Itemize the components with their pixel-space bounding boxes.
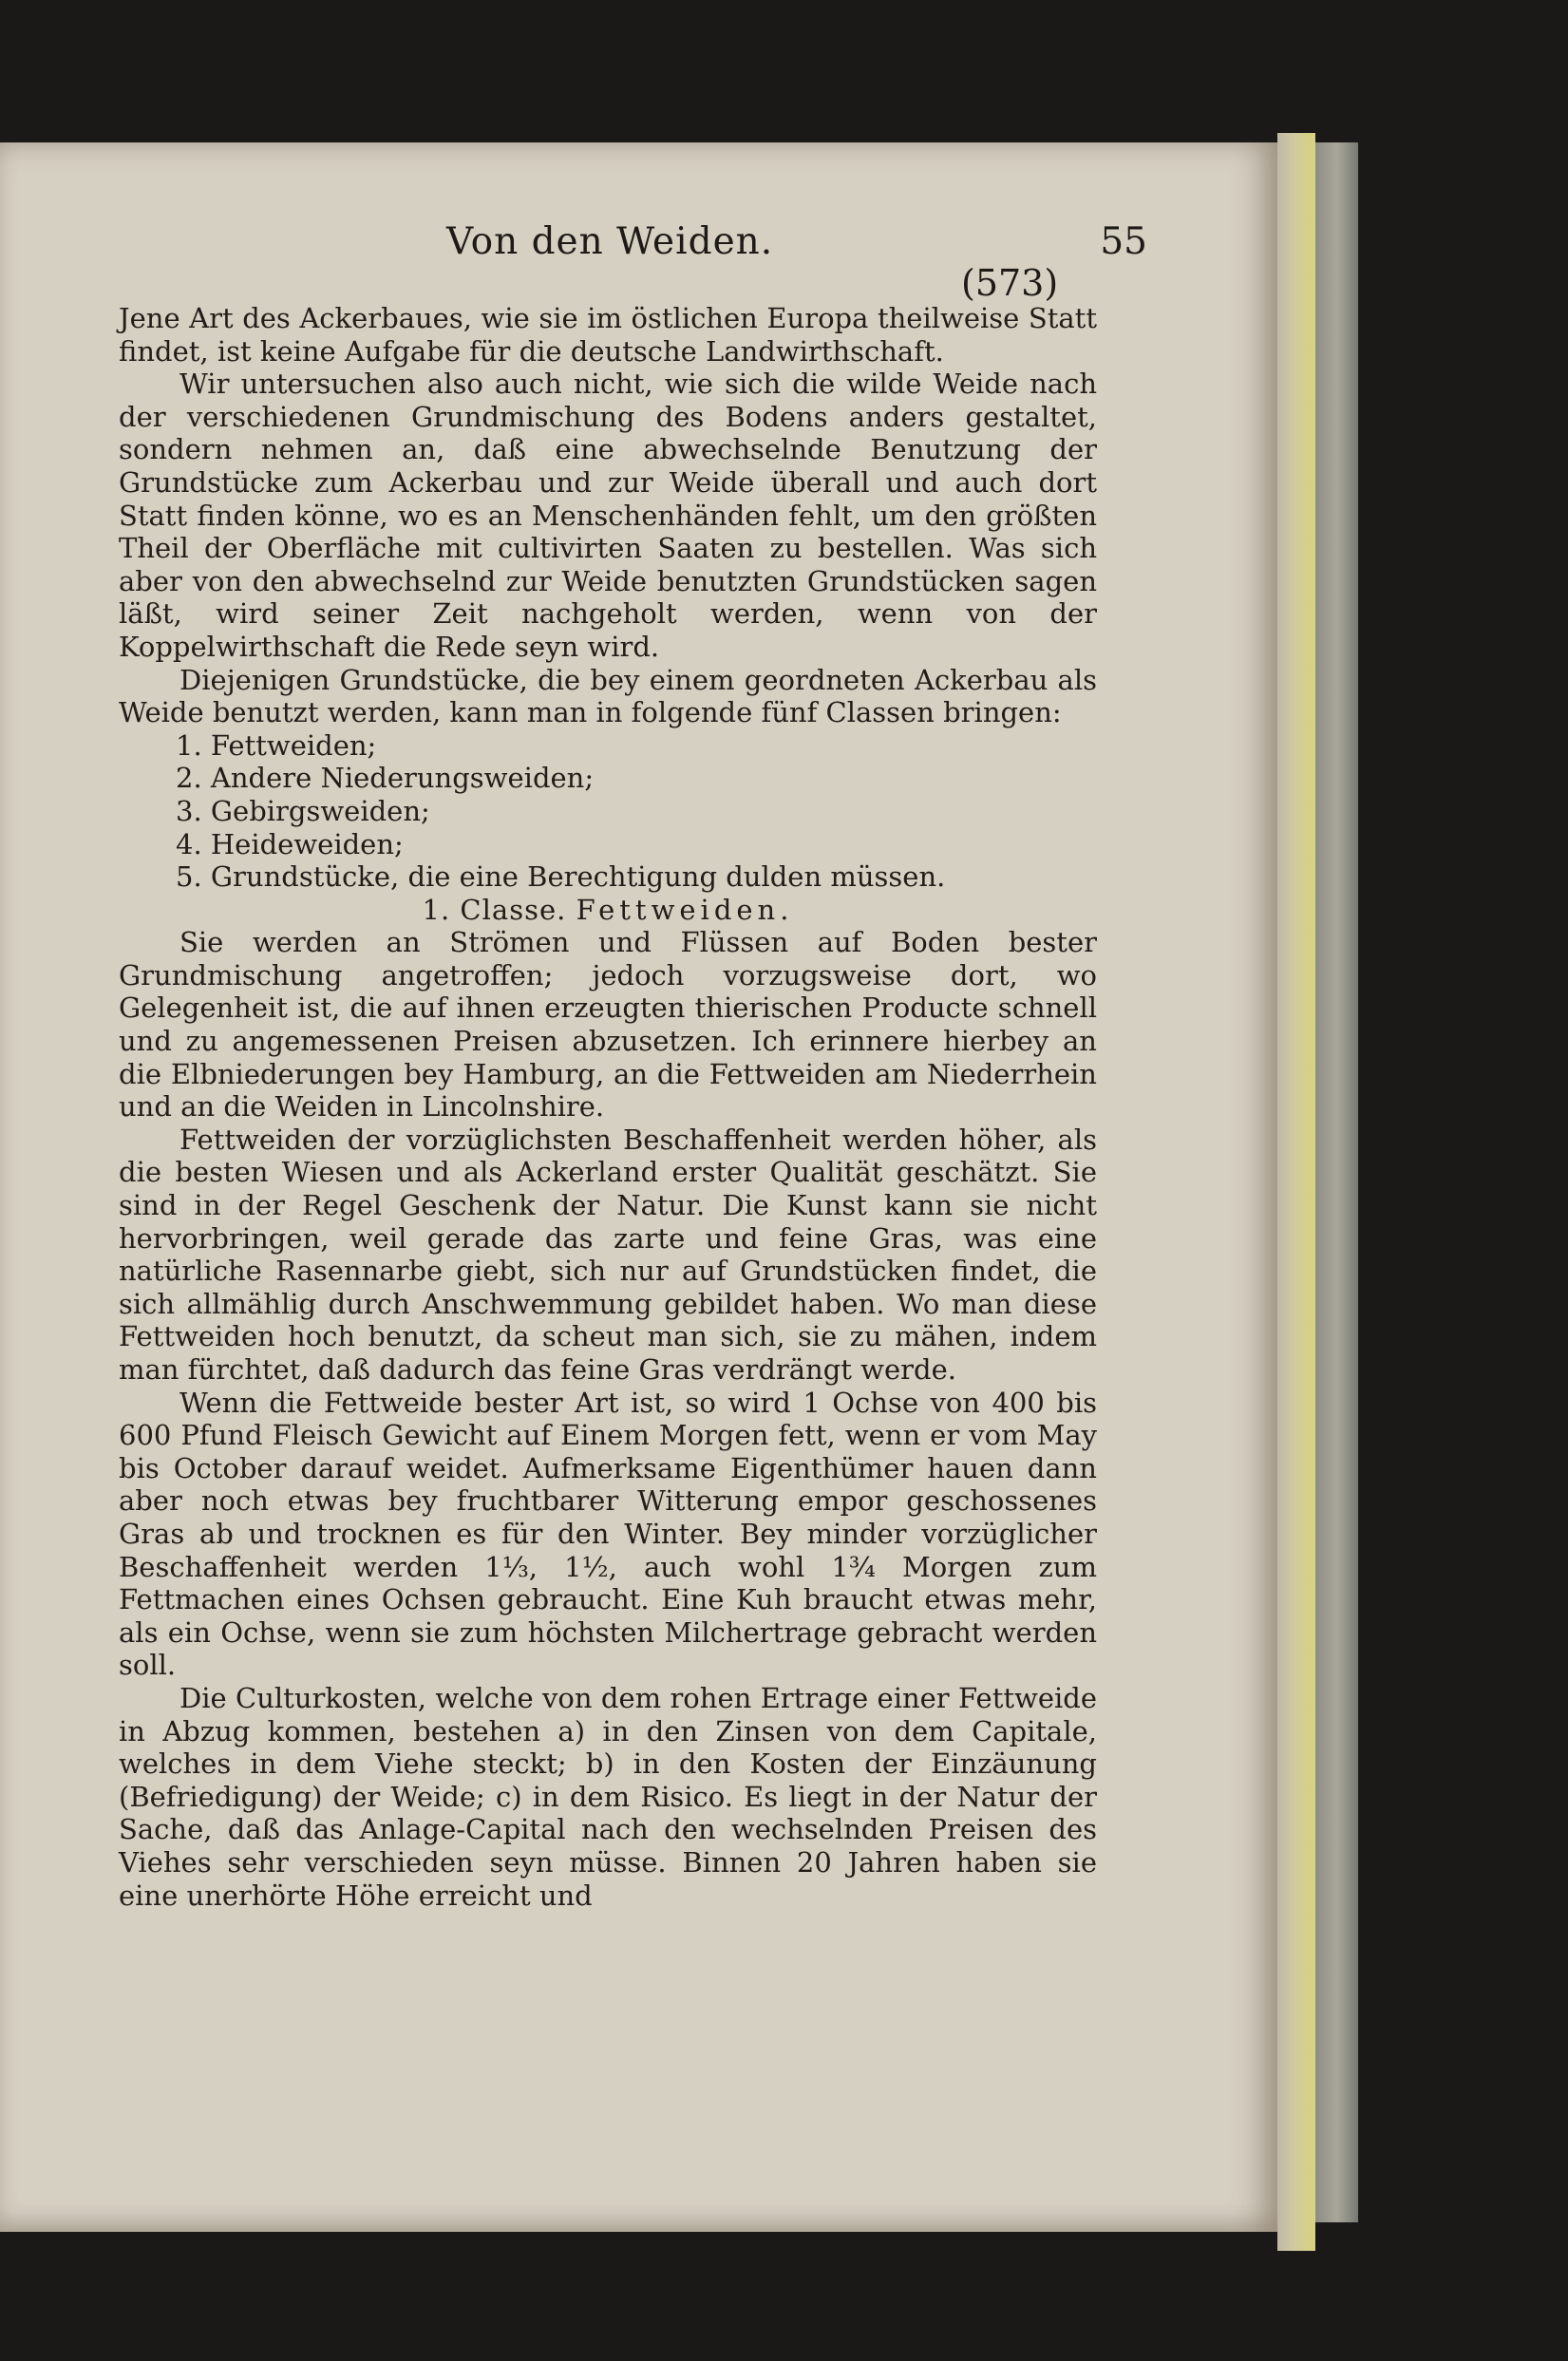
body-text (119, 302, 1097, 1912)
list-item: 1. Fettweiden; (176, 728, 377, 762)
list-item: 3. Gebirgsweiden; (176, 794, 430, 827)
paragraph: Wir untersuchen also auch nicht, wie sich die wilde Weide nach der verschiedenen Grundmischung des Bodens anders gestaltet, sondern nehmen an, daß eine abwechselnde Benutzung der Grundstücke zum Ackerbau und zur Weide überall und auch dort Statt finden könne, wo es an Menschenhänden fehlt, um den größten Theil der Oberfläche mit cultivirten Saaten zu bestellen. Was sich aber von den abwechselnd zur Weide benutzten Grundstücken sagen läßt, wird seiner Zeit nachgeholt werden, wenn von der Koppelwirthschaft die Rede seyn wird. (119, 368, 1097, 663)
paragraph: Die Culturkosten, welche von dem rohen Ertrage einer Fettweide in Abzug kommen, bestehen a) in den Zinsen von dem Capitale, welches in dem Viehe steckt; b) in den Kosten der Einzäunung (Befriedigung) der Weide; c) in dem Risico. Es liegt in der Natur der Sache, daß das Anlage-Capital nach den wechselnden Preisen des Viehes sehr verschieden seyn müsse. Binnen 20 Jahren haben sie eine unerhörte Höhe erreicht und (119, 1681, 1097, 1912)
list-item: 4. Heideweiden; (176, 827, 404, 860)
paragraph: Jene Art des Ackerbaues, wie sie im östlichen Europa theilweise Statt findet, ist keine Aufgabe für die deutsche Landwirthschaft. (119, 302, 1097, 368)
section-label: 1. Classe. (422, 893, 567, 926)
paragraph: Fettweiden der vorzüglichsten Beschaffenheit werden höher, als die besten Wiesen und als Ackerland erster Qualität geschätzt. Sie sind in der Regel Geschenk der Natur. Die Kunst kann sie nicht hervorbringen, weil gerade das zarte und feine Gras, was eine natürliche Rasennarbe giebt, sich nur auf Grundstücken findet, die sich allmählig durch Anschwemmung gebildet haben. Wo man diese Fettweiden hoch benutzt, da scheut man sich, sie zu mähen, indem man fürchtet, daß dadurch das feine Gras verdrängt werde. (119, 1123, 1097, 1386)
page-number: 55 (1100, 220, 1147, 263)
paragraph: Sie werden an Strömen und Flüssen auf Boden bester Grundmischung angetroffen; jedoch vorzugsweise dort, wo Gelegenheit ist, die auf ihnen erzeugten thierischen Producte schnell und zu angemessenen Preisen abzusetzen. Ich erinnere hierbey an die Elbniederungen bey Hamburg, an die Fettweiden am Niederrhein und an die Weiden in Lincolnshire. (119, 926, 1097, 1124)
signature-number: (573) (961, 262, 1059, 304)
list-item: 2. Andere Niederungsweiden; (176, 762, 595, 795)
page-edges (1277, 133, 1315, 2251)
list-item: 5. Grundstücke, die eine Berechtigung dulden müssen. (176, 860, 946, 894)
book-cover (1315, 142, 1358, 2222)
section-title: Fettweiden. (576, 893, 794, 926)
paragraph: Wenn die Fettweide bester Art ist, so wird 1 Ochse von 400 bis 600 Pfund Fleisch Gewicht auf Einem Morgen fett, wenn er vom May bis October darauf weidet. Aufmerksame Eigenthümer hauen dann aber noch etwas bey fruchtbarer Witterung empor geschossenes Gras ab und trocknen es für den Winter. Bey minder vorzüglicher Beschaffenheit werden 1⅓, 1½, auch wohl 1¾ Morgen zum Fettmachen eines Ochsen gebraucht. Eine Kuh braucht etwas mehr, als ein Ochse, wenn sie zum höchsten Milchertrage gebracht werden soll. (119, 1386, 1097, 1682)
paragraph: Diejenigen Grundstücke, die bey einem geordneten Ackerbau als Weide benutzt werden, kann man in folgende fünf Classen bringen: (119, 663, 1097, 729)
classes-list (176, 729, 1097, 894)
section-heading (119, 894, 1097, 927)
running-title: Von den Weiden. (446, 220, 774, 263)
